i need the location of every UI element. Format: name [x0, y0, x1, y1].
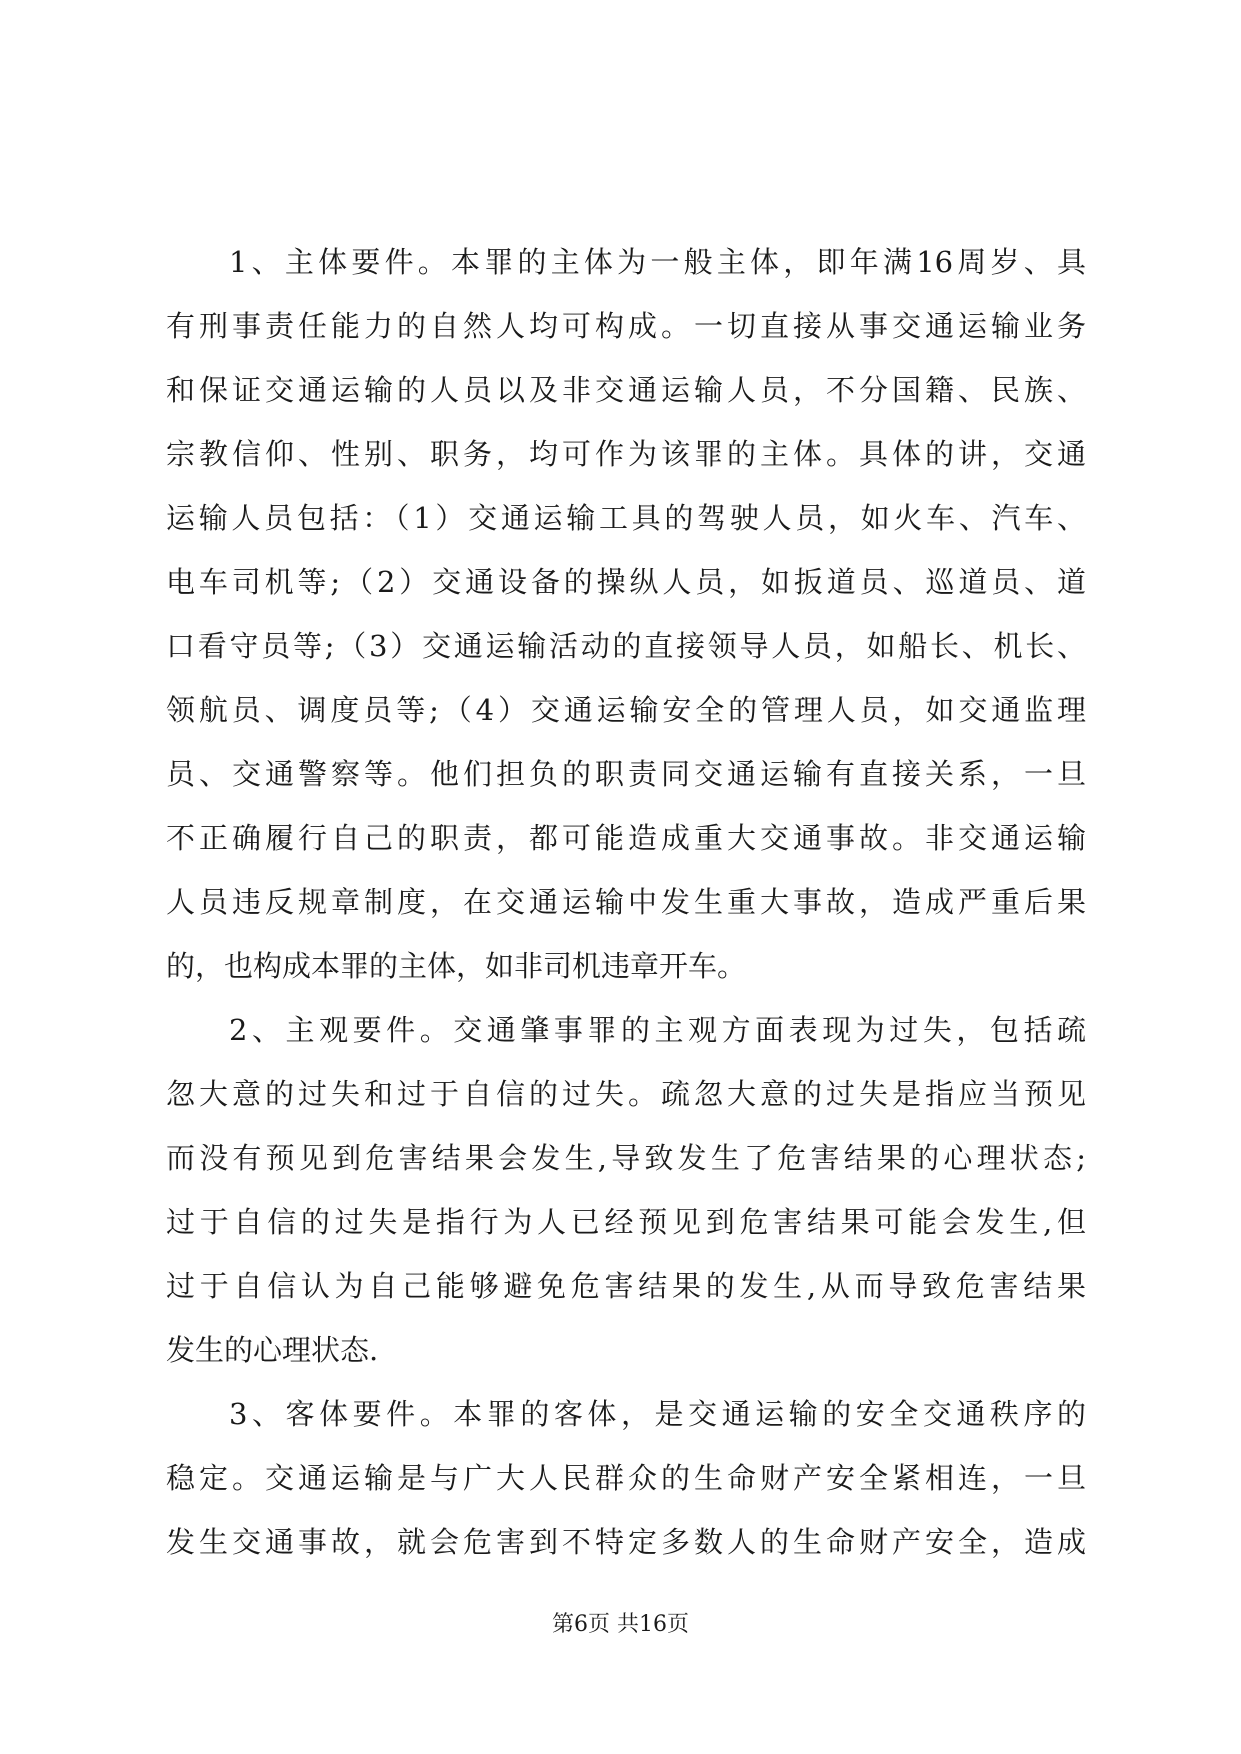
- paragraph-1-line: 宗教信仰、性别、职务，均可作为该罪的主体。具体的讲，交通: [166, 437, 1086, 471]
- paragraph-1-line: 口看守员等;（3）交通运输活动的直接领导人员，如船长、机长、: [166, 629, 1086, 663]
- paragraph-2-line: 而没有预见到危害结果会发生,导致发生了危害结果的心理状态;: [166, 1141, 1086, 1175]
- paragraph-1-line: 运输人员包括：（1）交通运输工具的驾驶人员，如火车、汽车、: [166, 501, 1086, 535]
- paragraph-1-line: 和保证交通运输的人员以及非交通运输人员，不分国籍、民族、: [166, 373, 1086, 407]
- paragraph-2-line: 发生的心理状态.: [166, 1333, 379, 1367]
- paragraph-1-line: 人员违反规章制度，在交通运输中发生重大事故，造成严重后果: [166, 885, 1086, 919]
- paragraph-2-line: 过于自信认为自己能够避免危害结果的发生,从而导致危害结果: [166, 1269, 1086, 1303]
- paragraph-1-line: 不正确履行自己的职责，都可能造成重大交通事故。非交通运输: [166, 821, 1086, 855]
- paragraph-2-line: 忽大意的过失和过于自信的过失。疏忽大意的过失是指应当预见: [166, 1077, 1086, 1111]
- paragraph-3-line: 3、客体要件。本罪的客体，是交通运输的安全交通秩序的: [229, 1397, 1086, 1431]
- paragraph-1-line: 1、主体要件。本罪的主体为一般主体，即年满16周岁、具: [229, 245, 1086, 279]
- paragraph-3-line: 发生交通事故，就会危害到不特定多数人的生命财产安全，造成: [166, 1525, 1086, 1559]
- paragraph-1-line: 电车司机等;（2）交通设备的操纵人员，如扳道员、巡道员、道: [166, 565, 1086, 599]
- paragraph-3-line: 稳定。交通运输是与广大人民群众的生命财产安全紧相连，一旦: [166, 1461, 1086, 1495]
- paragraph-2-line: 过于自信的过失是指行为人已经预见到危害结果可能会发生,但: [166, 1205, 1086, 1239]
- paragraph-1-line: 领航员、调度员等;（4）交通运输安全的管理人员，如交通监理: [166, 693, 1086, 727]
- page-number-footer: 第6页 共16页: [552, 1612, 689, 1637]
- paragraph-1-line: 的，也构成本罪的主体，如非司机违章开车。: [166, 949, 747, 983]
- paragraph-1-line: 员、交通警察等。他们担负的职责同交通运输有直接关系，一旦: [166, 757, 1086, 791]
- paragraph-1-line: 有刑事责任能力的自然人均可构成。一切直接从事交通运输业务: [166, 309, 1086, 343]
- paragraph-2-line: 2、主观要件。交通肇事罪的主观方面表现为过失，包括疏: [229, 1013, 1086, 1047]
- body-text: [166, 230, 1086, 1574]
